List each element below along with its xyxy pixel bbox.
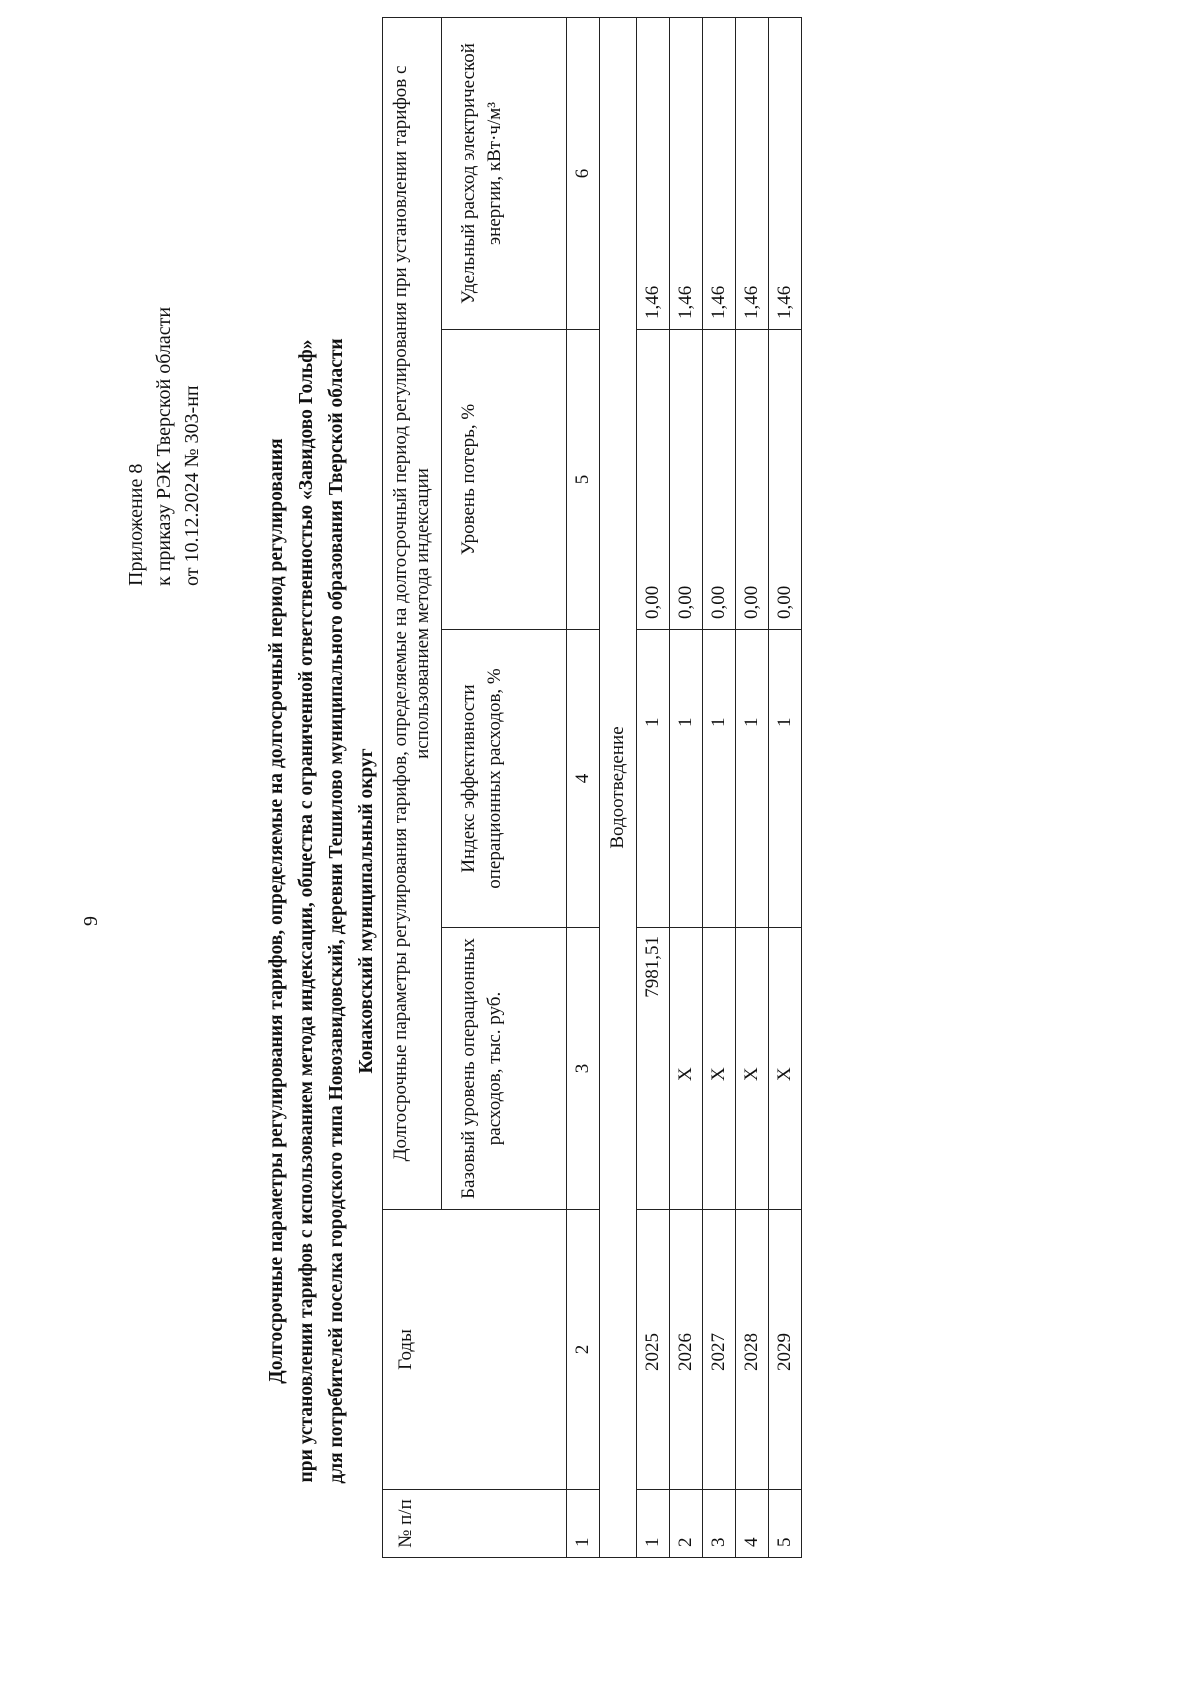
title-line-4: Конаковский муниципальный округ bbox=[356, 748, 377, 1074]
column-index-row bbox=[567, 17, 600, 1557]
row-loss-level: 0,00 bbox=[703, 330, 736, 630]
column-index: 4 bbox=[567, 630, 600, 928]
row-energy: 1,46 bbox=[769, 17, 802, 329]
row-num: 1 bbox=[637, 1490, 670, 1558]
table-row bbox=[670, 17, 703, 1557]
parameters-table bbox=[382, 17, 802, 1558]
row-year: 2028 bbox=[736, 1210, 769, 1490]
header-group: Долгосрочные параметры регулирования тарифов, определяемые на долгосрочный период регулирования при установлении тарифов с использованием метода индексации bbox=[383, 17, 442, 1209]
column-index: 3 bbox=[567, 928, 600, 1210]
row-efficiency-index: 1 bbox=[769, 630, 802, 928]
row-energy: 1,46 bbox=[637, 17, 670, 329]
table-row bbox=[736, 17, 769, 1557]
column-index: 1 bbox=[567, 1490, 600, 1558]
row-year: 2025 bbox=[637, 1210, 670, 1490]
header-energy-consumption: Удельный расход электрической энергии, кВт·ч/м³ bbox=[442, 17, 567, 329]
header-loss-level: Уровень потерь, % bbox=[442, 330, 567, 630]
table-row bbox=[637, 17, 670, 1557]
document-title bbox=[262, 306, 382, 1516]
row-efficiency-index: 1 bbox=[736, 630, 769, 928]
column-index: 5 bbox=[567, 330, 600, 630]
row-base-level: X bbox=[769, 928, 802, 1210]
row-num: 4 bbox=[736, 1490, 769, 1558]
appendix-reference bbox=[122, 307, 206, 586]
row-year: 2026 bbox=[670, 1210, 703, 1490]
row-energy: 1,46 bbox=[670, 17, 703, 329]
title-line-3: для потребителей поселка городского типа Новозавидовский, деревни Тешилово муниципального образования Тверской области bbox=[326, 338, 347, 1484]
row-num: 3 bbox=[703, 1490, 736, 1558]
row-num: 2 bbox=[670, 1490, 703, 1558]
title-line-1: Долгосрочные параметры регулирования тарифов, определяемые на долгосрочный период регулирования bbox=[266, 438, 287, 1384]
header-efficiency-index: Индекс эффективности операционных расходов, % bbox=[442, 630, 567, 928]
row-loss-level: 0,00 bbox=[670, 330, 703, 630]
row-base-level: 7981,51 bbox=[637, 928, 670, 1210]
header-base-level: Базовый уровень операционных расходов, тыс. руб. bbox=[442, 928, 567, 1210]
title-line-2: при установлении тарифов с использованием метода индексации, общества с ограниченной ответственностью «Завидово Гольф» bbox=[296, 339, 317, 1483]
header-years: Годы bbox=[383, 1210, 567, 1490]
appendix-line-1: Приложение 8 bbox=[125, 463, 147, 586]
row-loss-level: 0,00 bbox=[769, 330, 802, 630]
appendix-line-3: от 10.12.2024 № 303-нп bbox=[181, 385, 203, 586]
row-base-level: X bbox=[670, 928, 703, 1210]
header-num: № п/п bbox=[383, 1490, 567, 1558]
table-header-row-1 bbox=[383, 17, 442, 1557]
section-row bbox=[600, 17, 637, 1557]
row-energy: 1,46 bbox=[703, 17, 736, 329]
row-efficiency-index: 1 bbox=[703, 630, 736, 928]
row-loss-level: 0,00 bbox=[637, 330, 670, 630]
row-year: 2029 bbox=[769, 1210, 802, 1490]
row-base-level: X bbox=[736, 928, 769, 1210]
column-index: 6 bbox=[567, 17, 600, 329]
row-base-level: X bbox=[703, 928, 736, 1210]
table-row bbox=[703, 17, 736, 1557]
row-efficiency-index: 1 bbox=[670, 630, 703, 928]
row-loss-level: 0,00 bbox=[736, 330, 769, 630]
page-number: 9 bbox=[80, 916, 102, 926]
row-efficiency-index: 1 bbox=[637, 630, 670, 928]
column-index: 2 bbox=[567, 1210, 600, 1490]
table-row bbox=[769, 17, 802, 1557]
row-num: 5 bbox=[769, 1490, 802, 1558]
section-title: Водоотведение bbox=[600, 17, 637, 1557]
appendix-line-2: к приказу РЭК Тверской области bbox=[153, 306, 175, 586]
row-energy: 1,46 bbox=[736, 17, 769, 329]
row-year: 2027 bbox=[703, 1210, 736, 1490]
